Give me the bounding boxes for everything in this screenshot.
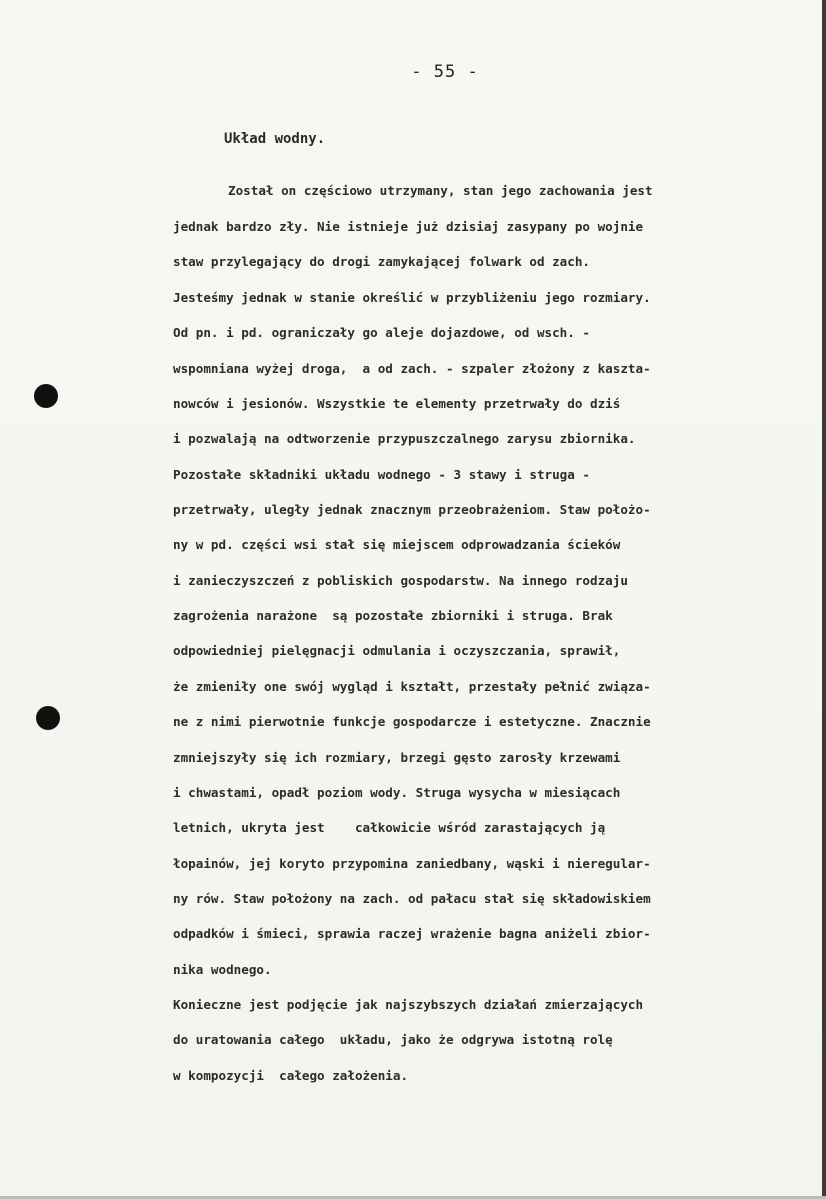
page-edge-shadow <box>822 0 826 1199</box>
text-line: łopainów, jej koryto przypomina zaniedbany, wąski i nieregular- <box>173 856 651 871</box>
text-line: odpowiedniej pielęgnacji odmulania i oczyszczania, sprawił, <box>173 643 621 658</box>
text-line: przetrwały, uległy jednak znacznym przeobrażeniom. Staw położo- <box>173 502 651 517</box>
text-line: letnich, ukryta jest całkowicie wśród zarastających ją <box>173 820 606 835</box>
text-line: odpadków i śmieci, sprawia raczej wrażenie bagna aniżeli zbior- <box>173 926 651 941</box>
text-line: ny w pd. części wsi stał się miejscem odprowadzania ścieków <box>173 537 621 552</box>
page-number: - 55 - <box>411 62 479 82</box>
text-line: Konieczne jest podjęcie jak najszybszych działań zmierzających <box>173 997 644 1012</box>
punch-hole-top <box>34 384 58 408</box>
text-line: i pozwalają na odtworzenie przypuszczalnego zarysu zbiornika. <box>173 431 636 446</box>
text-line: nowców i jesionów. Wszystkie te elementy przetrwały do dziś <box>173 396 621 411</box>
section-heading: Układ wodny. <box>224 131 326 147</box>
text-line: ny rów. Staw położony na zach. od pałacu stał się składowiskiem <box>173 891 651 906</box>
text-line: jednak bardzo zły. Nie istnieje już dzisiaj zasypany po wojnie <box>173 219 644 234</box>
text-line: zagrożenia narażone są pozostałe zbiorniki i struga. Brak <box>173 608 613 623</box>
text-line: ne z nimi pierwotnie funkcje gospodarcze i estetyczne. Znacznie <box>173 714 651 729</box>
text-line: wspomniana wyżej droga, a od zach. - szpaler złożony z kaszta- <box>173 361 651 376</box>
text-line: Pozostałe składniki układu wodnego - 3 stawy i struga - <box>173 467 591 482</box>
text-line: i chwastami, opadł poziom wody. Struga wysycha w miesiącach <box>173 785 621 800</box>
text-line: w kompozycji całego założenia. <box>173 1068 409 1083</box>
text-line: zmniejszyły się ich rozmiary, brzegi gęsto zarosły krzewami <box>173 750 621 765</box>
punch-hole-bottom <box>36 706 60 730</box>
text-line: staw przylegający do drogi zamykającej folwark od zach. <box>173 254 591 269</box>
text-line: i zanieczyszczeń z pobliskich gospodarstw. Na innego rodzaju <box>173 573 628 588</box>
text-line: że zmieniły one swój wygląd i kształt, przestały pełnić związa- <box>173 679 651 694</box>
text-line: Jesteśmy jednak w stanie określić w przybliżeniu jego rozmiary. <box>173 290 651 305</box>
text-line: Został on częściowo utrzymany, stan jego zachowania jest <box>228 183 653 198</box>
text-line: Od pn. i pd. ograniczały go aleje dojazdowe, od wsch. - <box>173 325 591 340</box>
text-line: nika wodnego. <box>173 962 272 977</box>
text-line: do uratowania całego układu, jako że odgrywa istotną rolę <box>173 1032 613 1047</box>
